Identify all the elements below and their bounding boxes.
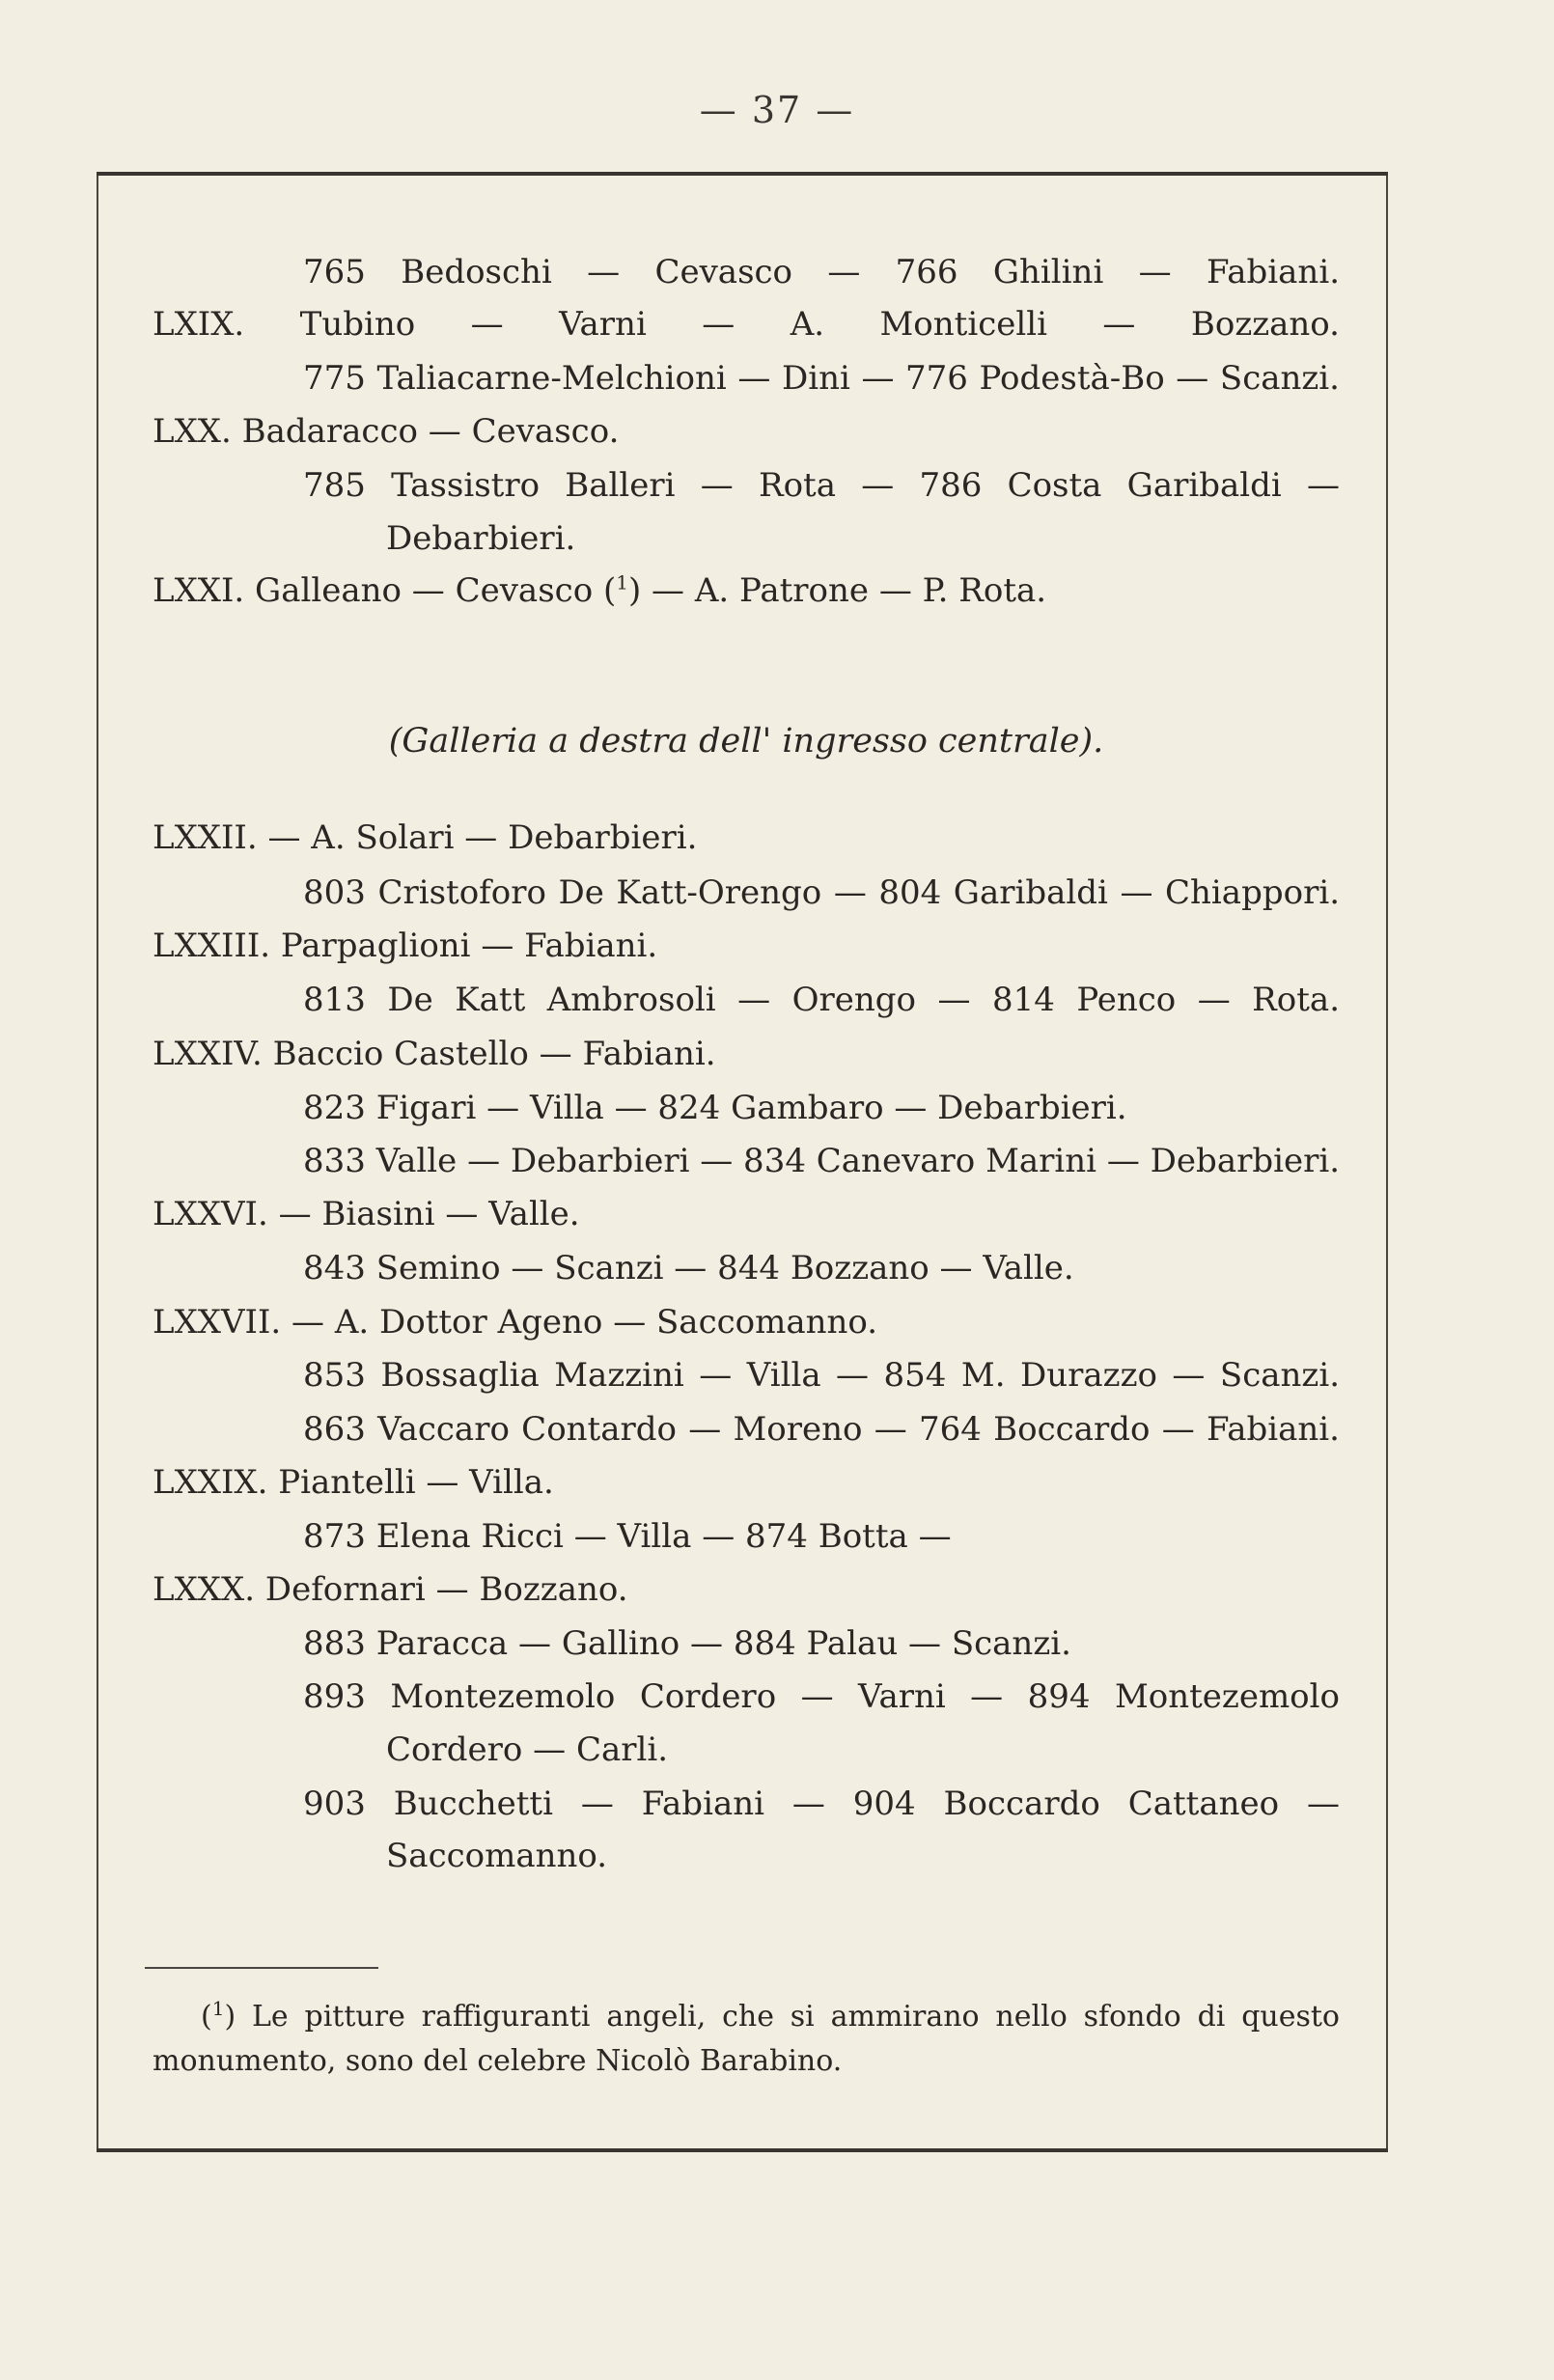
entry-line: LXXIV. Baccio Castello — Fabiani. (153, 1035, 716, 1073)
entry-text: LXXI. Galleano — Cevasco ( (153, 571, 617, 610)
frame-top-rule (97, 172, 1388, 176)
entry-line: 903 Bucchetti — Fabiani — 904 Boccardo Cattaneo — (303, 1785, 1340, 1823)
section-heading: (Galleria a destra dell' ingresso centrale). (388, 722, 1104, 761)
footnote-text: ) Le pitture raffiguranti angeli, che si ammirano nello sfondo di questo (224, 2000, 1340, 2034)
footnote-text: ( (201, 2000, 212, 2034)
entry-text: ) — A. Patrone — P. Rota. (627, 571, 1047, 610)
footnote-line (201, 1997, 1340, 2034)
footnote-reference: 1 (616, 570, 628, 595)
entry-line: LXXIX. Piantelli — Villa. (153, 1463, 554, 1502)
entry-line: 883 Paracca — Gallino — 884 Palau — Scanzi. (303, 1624, 1071, 1663)
entry-line: 863 Vaccaro Contardo — Moreno — 764 Boccardo — Fabiani. (303, 1410, 1340, 1449)
entry-line: 853 Bossaglia Mazzini — Villa — 854 M. Durazzo — Scanzi. (303, 1356, 1340, 1395)
entry-line: 775 Taliacarne-Melchioni — Dini — 776 Podestà-Bo — Scanzi. (303, 359, 1340, 398)
entry-line (153, 571, 1340, 610)
entry-line: LXX. Badaracco — Cevasco. (153, 412, 620, 451)
entry-line: Cordero — Carli. (386, 1730, 669, 1769)
entry-line: 823 Figari — Villa — 824 Gambaro — Debarbieri. (303, 1089, 1127, 1127)
entry-line: 833 Valle — Debarbieri — 834 Canevaro Marini — Debarbieri. (303, 1142, 1341, 1180)
entry-line: LXXX. Defornari — Bozzano. (153, 1570, 628, 1609)
footnote-divider (145, 1967, 378, 1969)
page-number: — 37 — (699, 89, 855, 131)
entry-line: LXXVII. — A. Dottor Ageno — Saccomanno. (153, 1303, 878, 1342)
entry-line: 803 Cristoforo De Katt-Orengo — 804 Garibaldi — Chiappori. (303, 873, 1340, 912)
entry-line: 843 Semino — Scanzi — 844 Bozzano — Valle. (303, 1249, 1074, 1287)
footnote-line: monumento, sono del celebre Nicolò Barabino. (153, 2044, 843, 2078)
entry-line: LXIX. Tubino — Varni — A. Monticelli — Bozzano. (153, 305, 1340, 344)
entry-line: LXXVI. — Biasini — Valle. (153, 1195, 580, 1233)
footnote-marker: 1 (211, 1997, 225, 2020)
entry-line: LXXII. — A. Solari — Debarbieri. (153, 818, 698, 857)
entry-line: 873 Elena Ricci — Villa — 874 Botta — (303, 1517, 952, 1556)
entry-line: Saccomanno. (386, 1837, 608, 1875)
frame-bottom-rule (97, 2148, 1388, 2152)
entry-line: LXXIII. Parpaglioni — Fabiani. (153, 927, 658, 965)
entry-line: 813 De Katt Ambrosoli — Orengo — 814 Penco — Rota. (303, 981, 1340, 1019)
entry-line: 785 Tassistro Balleri — Rota — 786 Costa Garibaldi — (303, 466, 1340, 505)
entry-line: 765 Bedoschi — Cevasco — 766 Ghilini — Fabiani. (303, 253, 1340, 291)
entry-line: Debarbieri. (386, 519, 576, 558)
entry-line: 893 Montezemolo Cordero — Varni — 894 Montezemolo (303, 1677, 1340, 1716)
